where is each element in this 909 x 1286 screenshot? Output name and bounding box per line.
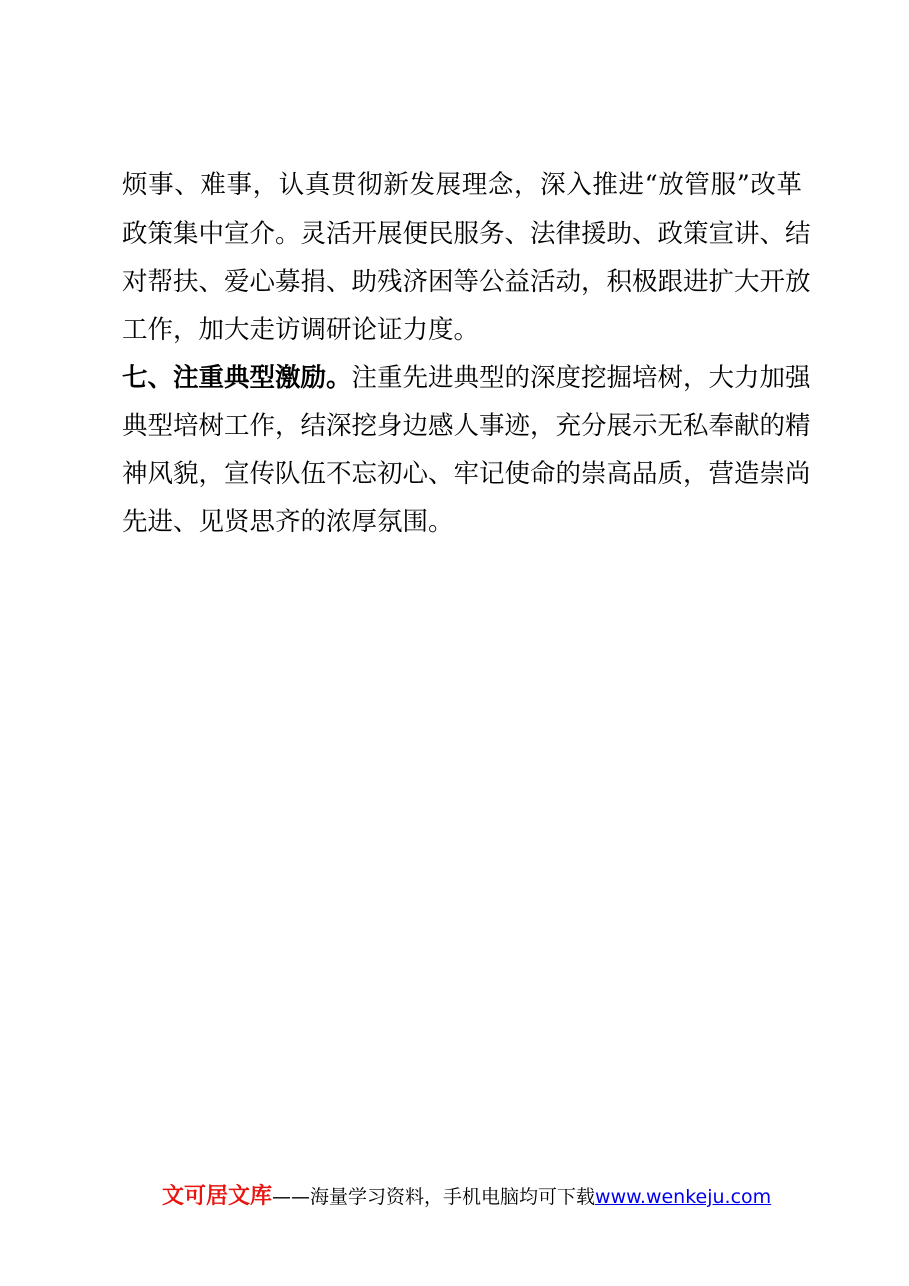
- section-7-line-4: 先进、见贤思齐的浓厚氛围。: [122, 507, 454, 537]
- footer-slogan: 海量学习资料，手机电脑均可下载: [310, 1186, 596, 1208]
- footer-website-link[interactable]: www.wenkeju.com: [595, 1186, 772, 1208]
- page-footer: [162, 1183, 802, 1211]
- section-7-heading: 七、注重典型激励。: [122, 363, 352, 393]
- footer-dash: ——: [272, 1186, 311, 1208]
- footer-brand: 文可居文库: [162, 1184, 273, 1209]
- section-7-line-2: 典型培树工作，结深挖身边感人事迹，充分展示无私奉献的精: [122, 411, 811, 441]
- paragraph-line-2: 政策集中宣介。灵活开展便民服务、法律援助、政策宣讲、结: [122, 219, 811, 249]
- section-7-first-line: [122, 363, 811, 393]
- paragraph-line-3: 对帮扶、爱心募捐、助残济困等公益活动，积极跟进扩大开放: [122, 267, 811, 297]
- paragraph-line-4: 工作，加大走访调研论证力度。: [122, 315, 480, 345]
- section-7-first-line-text: 注重先进典型的深度挖掘培树，大力加强: [351, 363, 811, 393]
- paragraph-line-1: 烦事、难事，认真贯彻新发展理念，深入推进“放管服”改革: [122, 170, 802, 200]
- section-7-line-3: 神风貌，宣传队伍不忘初心、牢记使命的崇高品质，营造崇尚: [122, 459, 811, 489]
